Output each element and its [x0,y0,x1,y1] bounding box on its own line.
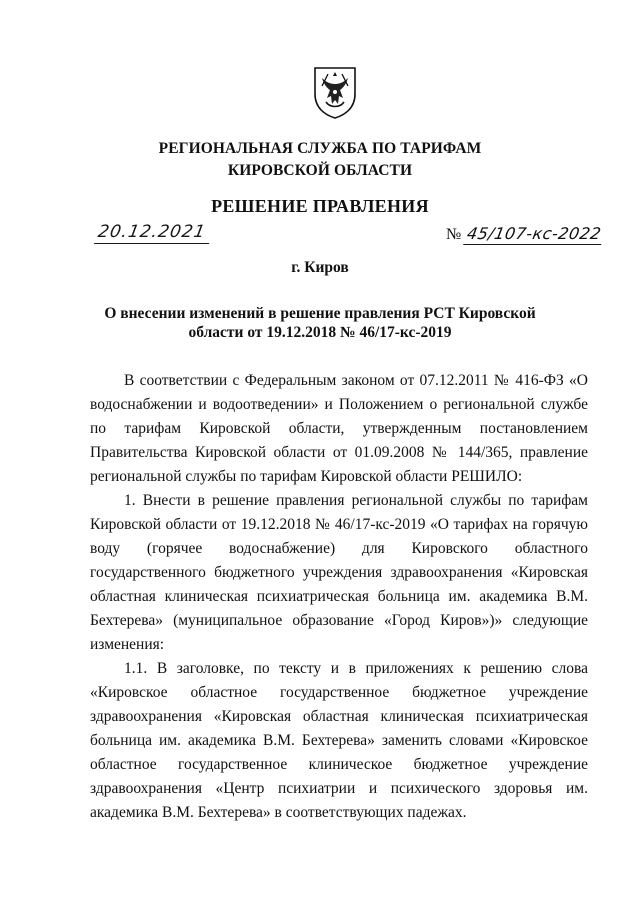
organization-title-line2: КИРОВСКОЙ ОБЛАСТИ [227,162,413,179]
preamble-paragraph: В соответствии с Федеральным законом от 07.12.2011 № 416-ФЗ «О водоснабжении и водоотведении» и Положением о региональной службе по тарифам Кировской области, утвержденным постановлением Правительства Кировской области от 01.09.2008 № 144/365, правление региональной службы по тарифам Кировской области РЕШИЛО: [90,372,588,485]
item-1-1-paragraph: 1.1. В заголовке, по тексту и в приложениях к решению слова «Кировское областное государственное бюджетное учреждение здравоохранения «Кировская областная клиническая психиатрическая больница им. академика В.М. Бехтерева» заменить словами «Кировское областное государственное клиническое бюджетное учреждение здравоохранения «Центр психиатрии и психического здоровья им. академика В.М. Бехтерева» в соответствующих падежах. [90,660,588,821]
organization-title [0,138,640,182]
decision-subject-line2: области от 19.12.2018 № 46/17-кс-2019 [188,324,452,341]
city: г. Киров [291,259,349,276]
decision-subject [80,304,560,342]
organization-title-line1: РЕГИОНАЛЬНАЯ СЛУЖБА ПО ТАРИФАМ [158,140,482,157]
decision-subject-line1: О внесении изменений в решение правления РСТ Кировской [104,305,536,322]
document-number [446,224,603,245]
handwritten-date: 20.12.2021 [94,222,213,244]
document-body [90,369,588,825]
kirov-oblast-coat-of-arms-icon [312,64,358,120]
handwritten-number: 45/107-кс-2022 [463,224,605,245]
number-sign: № [446,226,462,243]
decision-title: РЕШЕНИЕ ПРАВЛЕНИЯ [211,196,429,216]
item-1-paragraph: 1. Внести в решение правления региональной службы по тарифам Кировской области от 19.12.2018 № 46/17-кс-2019 «О тарифах на горячую воду (горячее водоснабжение) для Кировского областного государственного бюджетного учреждения здравоохранения «Кировская областная клиническая психиатрическая больница им. академика В.М. Бехтерева» (муниципальное образование «Город Киров»)» следующие изменения: [90,492,588,653]
